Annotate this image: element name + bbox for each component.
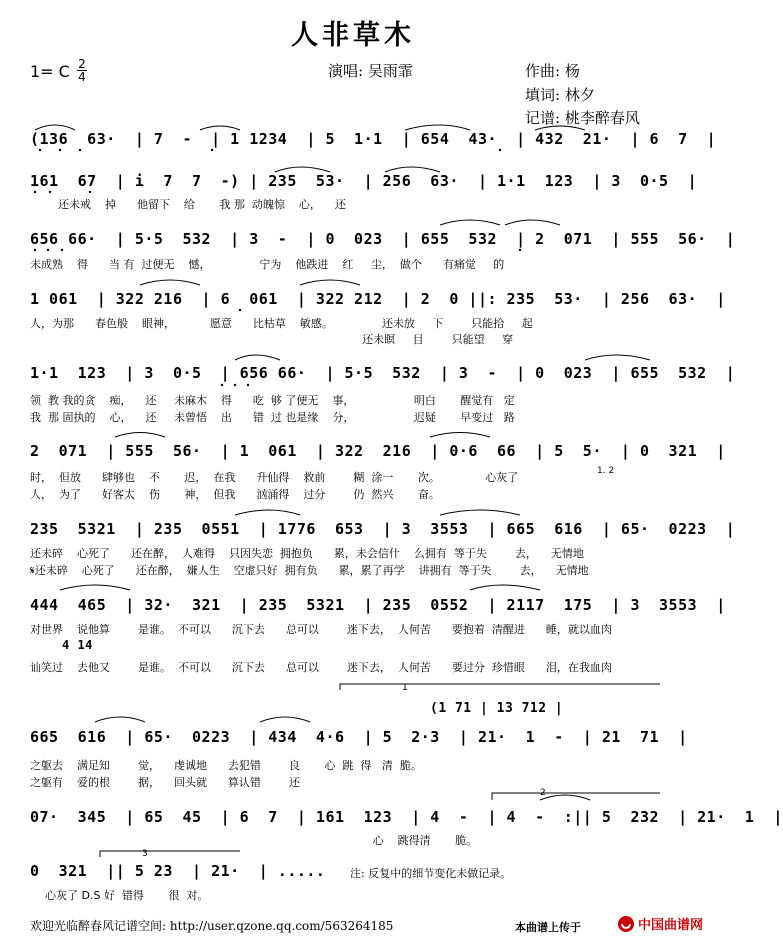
lyrics-row-9b: 之躯有 爱的根 据， 回头就 算认错 还 xyxy=(30,776,300,789)
score-row-11: 0 321 || 5 23 | 21· | ..... xyxy=(30,862,326,880)
lyrics-row-2: 还未戒 掉 他留下 给 我 那 动魄惊 心， 还 xyxy=(30,198,346,211)
score-row-1: (136 63· | 7 - | 1 1234 | 5 1·1 | 654 43· | 432 21· | 6 7 | xyxy=(30,130,717,148)
score-row-9: 665 616 | 65· 0223 | 434 4·6 | 5 2·3 | 21· 1 - | 21 71 | xyxy=(30,728,688,746)
site-logo[interactable] xyxy=(616,912,704,936)
score-row-4: 1 061 | 322 216 | 6 061 | 322 212 | 2 0 ||: 235 53· | 256 63· | xyxy=(30,290,726,308)
footer-credit: 欢迎光临醉春风记谱空间: http://user.qzone.qq.com/563264185 xyxy=(30,919,394,933)
volta-3-label: 3 xyxy=(142,849,148,859)
lyrics-row-5b: 我 那 固执的 心， 还 未曾悟 出 错 过 也是缘 分， 迟疑 早变过 路 xyxy=(30,411,515,424)
score-row-8: 444 465 | 32· 321 | 235 5321 | 235 0552 | 2117 175 | 3 3553 | xyxy=(30,596,726,614)
logo-text: 中国曲谱网 xyxy=(638,918,704,933)
score-row-7: 235 5321 | 235 0551 | 1776 653 | 3 3553 | 665 616 | 65· 0223 | xyxy=(30,520,736,538)
lyrics-row-7a: 还未碎 心死了 还在醉， 人难得 只因失恋 拥抱负 累，未会信什 么拥有 等于失 去， 无情地 xyxy=(30,547,584,560)
lyrics-row-7b: 𝄋还未碎 心死了 还在醉， 嫌人生 空虚只好 拥有负 累，累了再学 讲拥有 等于失 去， 无情地 xyxy=(30,564,589,577)
lyrics-row-5a: 领 教 我的贪 痴， 还 未麻木 得 吃 够 了便无 事， 明白 醒觉有 定 xyxy=(30,394,515,407)
lyricist-credit: 填词: 林夕 xyxy=(525,86,595,104)
lyrics-row-4b: 还未瞑 目 只能望 穿 xyxy=(30,333,514,346)
volta-2-label: 2 xyxy=(540,788,546,798)
lyrics-row-3: 未成熟 得 当 有 过便无 憾， 宁为 他跌进 红 尘， 做个 有痛觉 的 xyxy=(30,258,505,271)
lyrics-row-9a: 之躯去 满足知 觉， 虔诚地 去犯错 良 心 跳 得 清 脆。 xyxy=(30,759,422,772)
logo-mark xyxy=(616,912,704,936)
lyrics-row-8b: 讪笑过 去他又 是谁。 不可以 沉下去 总可以 迷下去， 人何苦 要过分 珍惜眼 泪，在我血肉 xyxy=(30,661,612,674)
score-row-5: 1·1 123 | 3 0·5 | 656 66· | 5·5 532 | 3 - | 0 023 | 655 532 | xyxy=(30,364,736,382)
interlude-notes: (1 71 | 13 712 | xyxy=(430,701,564,716)
time-signature xyxy=(77,58,87,83)
lyrics-row-4a: 人，为那 春色般 眼神， 愿意 比枯草 敏感。 还未放 下 只能拾 起 xyxy=(30,317,533,330)
score-row-6: 2 071 | 555 56· | 1 061 | 322 216 | 0·6 66 | 5 5· | 0 321 | xyxy=(30,442,726,460)
composer-credit: 作曲: 杨 xyxy=(525,62,580,80)
volta-1-label: 1 xyxy=(402,683,408,693)
lyrics-row-10: 心 跳得清 脆。 xyxy=(30,834,478,847)
time-signature-bottom: 4 xyxy=(78,70,86,84)
lyrics-row-6b: 人， 为了 好客太 伤 神， 但我 汹涌得 过分 仍 然兴 奋。 xyxy=(30,488,440,501)
score-row-10: 07· 345 | 65 45 | 6 7 | 161 123 | 4 - | 4 - :|| 5 232 | 21· 1 | xyxy=(30,808,783,826)
upload-note: 本曲谱上传于 xyxy=(515,921,581,934)
transcriber-credit: 记谱: 桃李醉春风 xyxy=(525,109,640,127)
lyrics-row-8a: 对世界 说他算 是谁。 不可以 沉下去 总可以 迷下去， 人何苦 要抱着 清醒进 睡，就以血肉 xyxy=(30,623,612,636)
singer-credit: 演唱: 吴雨霏 xyxy=(328,62,413,80)
repeat-ending-mark: 1. 2 xyxy=(597,466,615,476)
score-row-2: 161 67 | i 7 7 -) | 235 53· | 256 63· | 1·1 123 | 3 0·5 | xyxy=(30,172,698,190)
alt-notes: 4 14 xyxy=(62,638,93,652)
transcription-note: 注: 反复中的细节变化未做记录。 xyxy=(350,867,512,880)
lyrics-row-11: 心灰了 D.S 好 错得 很 对。 xyxy=(45,889,209,902)
time-signature-top: 2 xyxy=(78,57,86,71)
key-signature: 1= C xyxy=(30,62,70,81)
score-row-3: 656 66· | 5·5 532 | 3 - | 0 023 | 655 532 | 2 071 | 555 56· | xyxy=(30,230,736,248)
lyrics-row-6a: 时， 但放 肆够也 不 迟， 在我 升仙得 救前 糊 涂一 次。 心灰了 xyxy=(30,471,519,484)
song-title: 人非草木 xyxy=(291,20,415,51)
